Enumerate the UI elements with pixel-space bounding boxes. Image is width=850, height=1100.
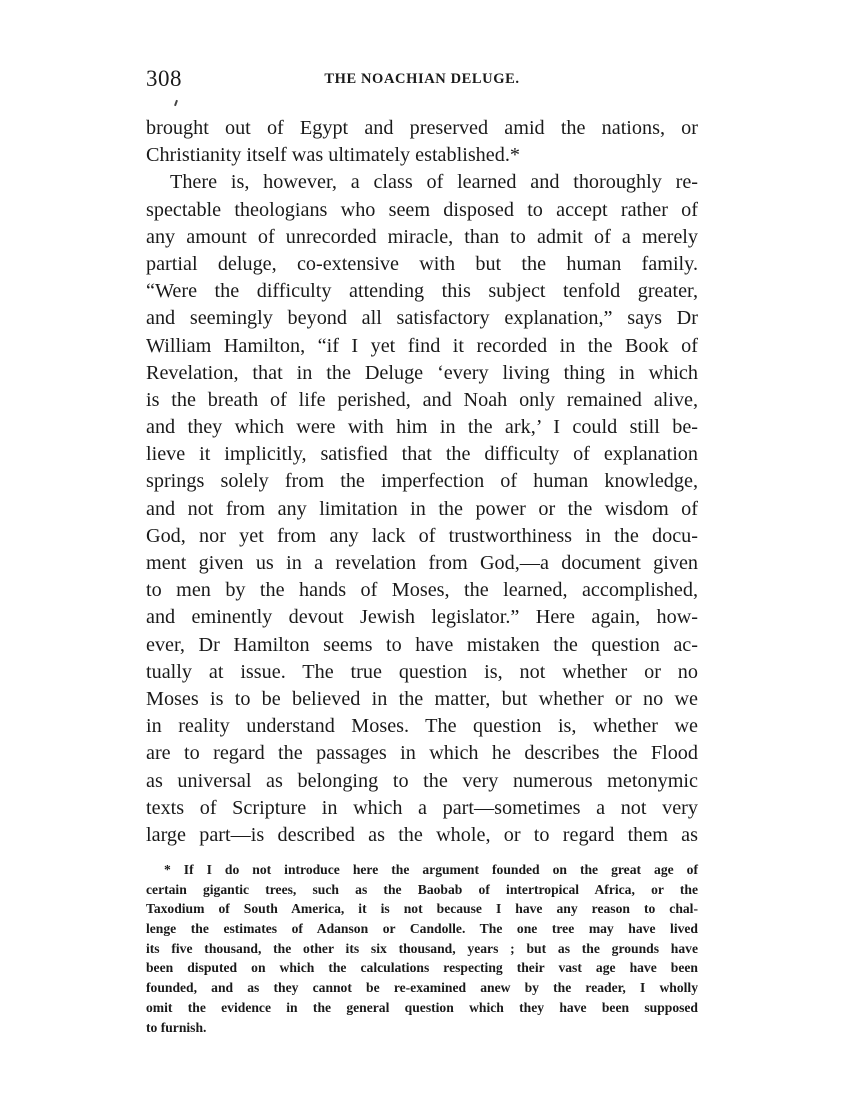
body-line: large part—is described as the whole, or to regard them as <box>146 823 698 846</box>
body-line: ment given us in a revelation from God,—a document given <box>146 552 698 574</box>
body-line: Revelation, that in the Deluge ‘every living thing in which <box>146 361 698 384</box>
body-line: springs solely from the imperfection of human knowledge, <box>146 470 698 493</box>
body-line: and not from any limitation in the power or the wisdom of <box>146 497 698 520</box>
page-number: 308 <box>146 66 182 91</box>
body-line: and eminently devout Jewish legislator.” Here again, how- <box>146 606 698 629</box>
footnote-line: Taxodium of South America, it is not because I have any reason to chal- <box>146 901 698 917</box>
footnote-line: * If I do not introduce here the argument founded on the great age of <box>164 862 698 877</box>
body-line: as universal as belonging to the very numerous metonymic <box>146 769 698 792</box>
footnote-line: lenge the estimates of Adanson or Candolle. The one tree may have lived <box>146 921 698 937</box>
body-line: William Hamilton, “if I yet find it recorded in the Book of <box>146 334 698 357</box>
body-line: partial deluge, co-extensive with but the human family. <box>146 252 698 275</box>
body-line: Moses is to be believed in the matter, but whether or no we <box>146 687 698 710</box>
footnote-line: been disputed on which the calculations respecting their vast age have been <box>146 960 698 976</box>
body-line: lieve it implicitly, satisfied that the difficulty of explanation <box>146 443 698 466</box>
footnote <box>146 860 698 1037</box>
body-line: and they which were with him in the ark,’ I could still be- <box>146 416 698 439</box>
body-line: tually at issue. The true question is, not whether or no <box>146 660 698 683</box>
body-line: and seemingly beyond all satisfactory explanation,” says Dr <box>146 307 698 330</box>
printing-mark <box>174 100 178 106</box>
body-line: in reality understand Moses. The question is, whether we <box>146 715 698 738</box>
body-text <box>146 115 698 849</box>
paragraph-start-line: There is, however, a class of learned and thoroughly re- <box>170 171 698 194</box>
body-line: spectable theologians who seem disposed to accept rather of <box>146 198 698 221</box>
body-line: are to regard the passages in which he describes the Flood <box>146 742 698 765</box>
body-line: is the breath of life perished, and Noah only remained alive, <box>146 388 698 411</box>
body-line: Christianity itself was ultimately established.* <box>146 144 520 167</box>
body-line: brought out of Egypt and preserved amid the nations, or <box>146 117 698 139</box>
body-line: ever, Dr Hamilton seems to have mistaken the question ac- <box>146 633 698 656</box>
running-title: THE NOACHIAN DELUGE. <box>324 71 520 87</box>
body-line: any amount of unrecorded miracle, than to admit of a merely <box>146 225 698 248</box>
body-line: God, nor yet from any lack of trustworthiness in the docu- <box>146 524 698 547</box>
body-line: texts of Scripture in which a part—sometimes a not very <box>146 796 698 819</box>
footnote-line: its five thousand, the other its six thousand, years ; but as the grounds have <box>146 940 698 956</box>
body-line: to men by the hands of Moses, the learned, accomplished, <box>146 579 698 602</box>
footnote-line: to furnish. <box>146 1019 207 1035</box>
footnote-line: certain gigantic trees, such as the Baobab of intertropical Africa, or the <box>146 881 698 897</box>
running-head <box>146 66 698 96</box>
footnote-line: founded, and as they cannot be re-examined anew by the reader, I wholly <box>146 980 698 996</box>
footnote-line: omit the evidence in the general question which they have been supposed <box>146 999 698 1015</box>
body-line: “Were the difficulty attending this subject tenfold greater, <box>146 280 698 303</box>
